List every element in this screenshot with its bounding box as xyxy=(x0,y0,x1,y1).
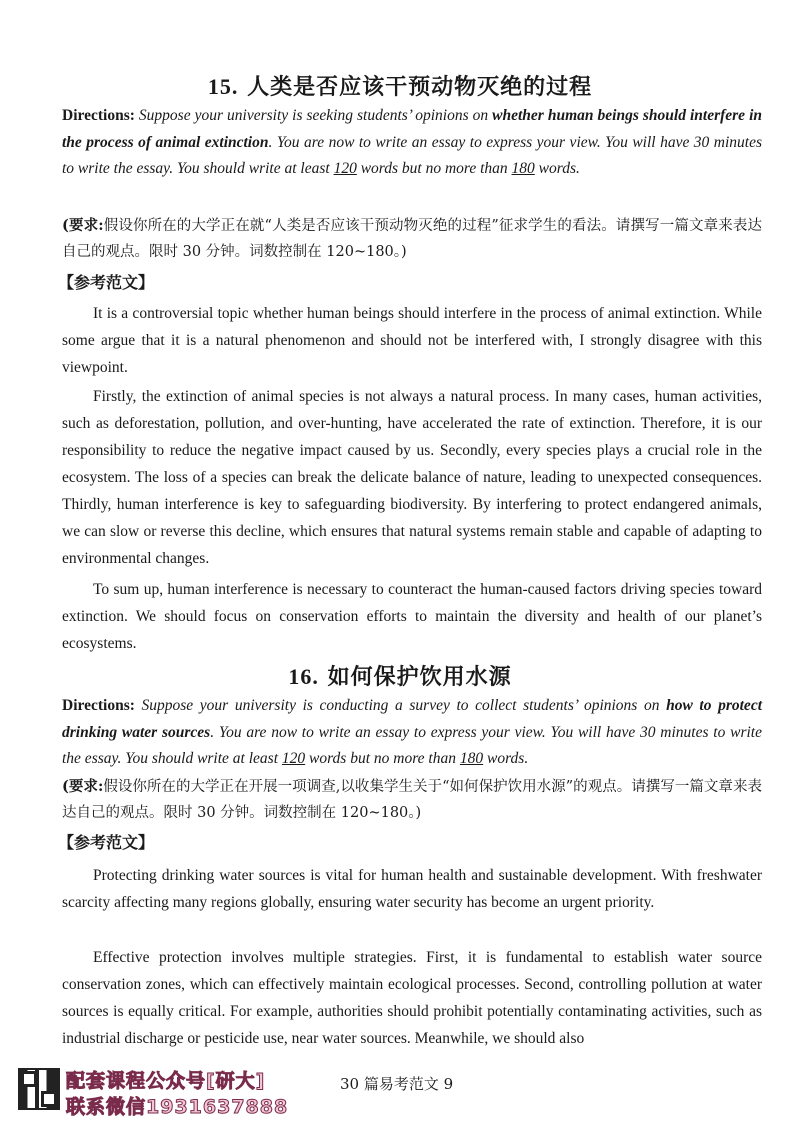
min-words: 120 xyxy=(333,160,357,177)
directions-text: Suppose your university is conducting a survey to collect students’ opinions on xyxy=(134,697,667,714)
section-15-reference-label: 【参考范文】 xyxy=(58,273,155,292)
qr-code-icon xyxy=(18,1068,60,1110)
section-15-requirement xyxy=(62,213,762,265)
page-footer: 30 篇易考范文 9 xyxy=(340,1075,454,1093)
directions-topic: whether human beings should interfere in the process of animal extinction xyxy=(62,107,762,151)
section-15-paragraph-3: To sum up, human interference is necessary to counteract the human-caused factors driving species toward extinction. We should focus on conservation efforts to maintain the diversity and health of our planet’s ecosystems. xyxy=(62,581,762,652)
section-title-text: 人类是否应该干预动物灭绝的过程 xyxy=(247,75,593,100)
directions-label: Directions: xyxy=(62,107,135,124)
watermark-line-2: 联系微信1931637888 xyxy=(66,1096,289,1118)
directions-text: . You are now to write an essay to express your view. You will have 30 minutes to write the essay. You should write at least xyxy=(62,133,762,177)
directions-label: Directions: xyxy=(62,697,135,714)
section-number: 15. xyxy=(207,74,239,99)
section-16-reference-label: 【参考范文】 xyxy=(58,833,155,852)
min-words: 120 xyxy=(281,750,306,767)
max-words: 180 xyxy=(511,160,535,177)
directions-text: words. xyxy=(534,160,580,177)
section-16-title xyxy=(0,660,800,691)
watermark-line-1: 配套课程公众号[研大] xyxy=(66,1070,266,1092)
max-words: 180 xyxy=(459,750,484,767)
section-15-paragraph-2: Firstly, the extinction of animal species is not always a natural process. In many cases, human activities, such as deforestation, pollution, and over-hunting, have accelerated the rate of extinction. Therefore, it is our responsibility to reduce the negative impact caused by us. Secondly, every species plays a crucial role in the ecosystem. The loss of a species can break the delicate balance of nature, leading to unexpected consequences. Thirdly, human interference is key to safeguarding biodiversity. By interfering to protect endangered animals, we can slow or reverse this decline, which ensures that natural systems remain stable and capable of adapting to environmental changes. xyxy=(62,388,762,567)
directions-text: Suppose your university is seeking students’ opinions on xyxy=(134,107,493,124)
section-15-paragraph-1: It is a controversial topic whether human beings should interfere in the process of animal extinction. While some argue that it is a natural phenomenon and should not be interfered with, I strongly disagree with this viewpoint. xyxy=(62,305,762,376)
section-title-text: 如何保护饮用水源 xyxy=(327,665,512,690)
directions-topic: how to protect drinking water sources xyxy=(62,697,763,741)
requirement-text: 假设你所在的大学正在就“人类是否应该干预动物灭绝的过程”征求学生的看法。请撰写一篇文章来表达自己的观点。限时 30 分钟。词数控制在 120~180。) xyxy=(62,218,762,260)
section-16-paragraph-2: Effective protection involves multiple strategies. First, it is fundamental to establish water source conservation zones, which can effectively maintain ecological processes. Second, controlling pollution at water sources is equally critical. For example, authorities should prohibit potentially contaminating activities, such as industrial discharge or pesticide use, near water sources. Meanwhile, we should also xyxy=(62,949,762,1047)
directions-text: . You are now to write an essay to express your view. You will have 30 minutes to write the essay. You should write at least xyxy=(62,723,762,767)
requirement-text: 假设你所在的大学正在开展一项调查,以收集学生关于“如何保护饮用水源”的观点。请撰写一篇文章来表达自己的观点。限时 30 分钟。词数控制在 120~180。) xyxy=(62,779,762,821)
requirement-label: (要求: xyxy=(62,217,104,234)
section-16-requirement xyxy=(62,774,762,826)
section-number: 16. xyxy=(288,664,319,689)
section-16-paragraph-1: Protecting drinking water sources is vital for human health and sustainable development. With freshwater scarcity affecting many regions globally, ensuring water security has become an urgent priority. xyxy=(62,867,762,911)
directions-text: words but no more than xyxy=(305,750,460,767)
section-15-title xyxy=(0,70,800,101)
section-16-directions xyxy=(62,693,762,773)
directions-text: words. xyxy=(483,750,529,767)
requirement-label: (要求: xyxy=(62,778,104,795)
directions-text: words but no more than xyxy=(356,160,512,177)
section-15-directions xyxy=(62,103,762,183)
